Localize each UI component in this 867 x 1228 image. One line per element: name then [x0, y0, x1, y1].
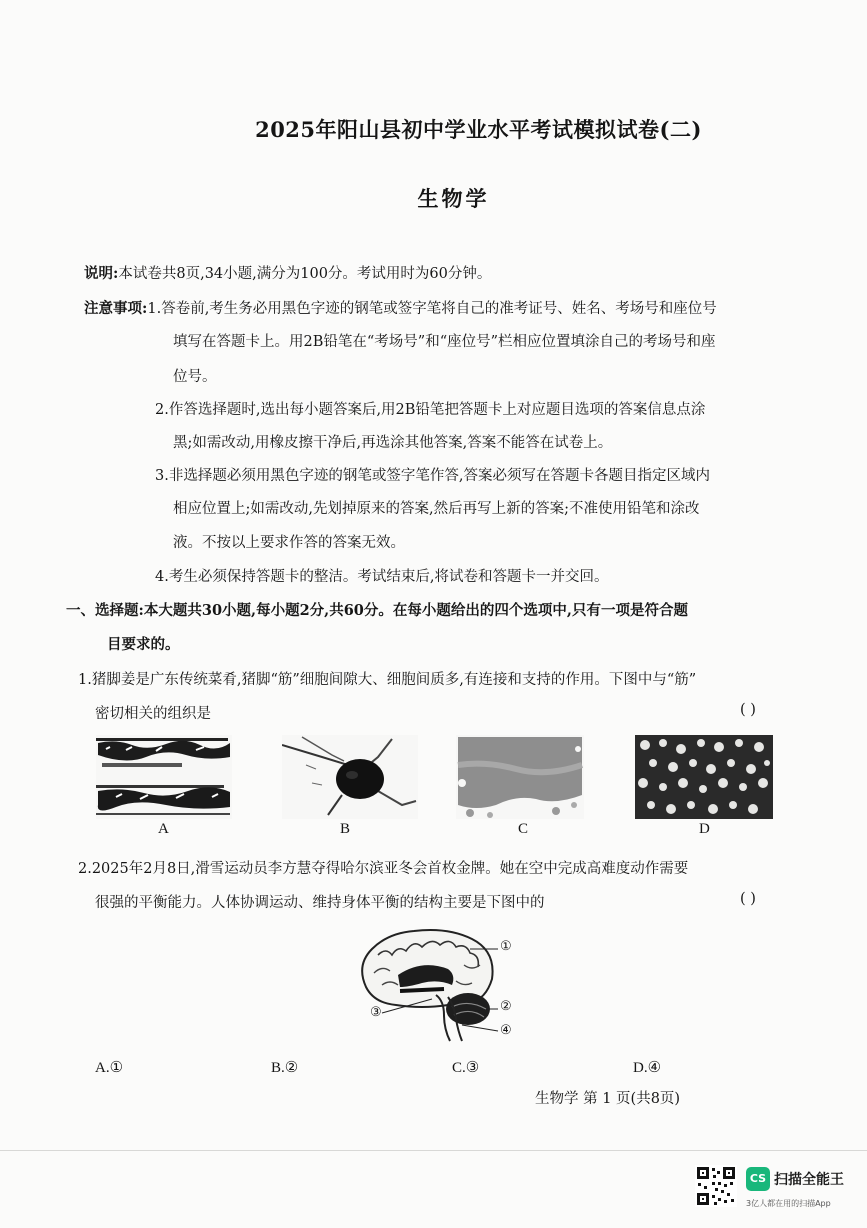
exam-note	[84, 262, 491, 283]
page-footer: 生物学 第 1 页(共8页)	[535, 1091, 681, 1107]
q1-stem-line2: 密切相关的组织是	[95, 706, 211, 722]
q2-stem-line1: 2.2025年2月8日,滑雪运动员李方慧夺得哈尔滨亚冬会首枚金牌。她在空中完成高难度动作需要	[78, 861, 689, 877]
brain-diagram	[352, 925, 532, 1045]
q1-option-a-label: A	[158, 821, 169, 837]
nerve-tissue-image	[282, 735, 418, 819]
q2-option-d: D.④	[633, 1060, 662, 1076]
q1-option-c-label: C	[518, 821, 529, 837]
exam-title: 2025年阳山县初中学业水平考试模拟试卷(二)	[255, 117, 702, 142]
attention-item2-line2: 黑;如需改动,用橡皮擦干净后,再选涂其他答案,答案不能答在试卷上。	[173, 435, 613, 451]
attention-item1-line3: 位号。	[173, 369, 217, 385]
section1-heading-line2: 目要求的。	[107, 636, 180, 653]
page-edge-divider	[0, 1150, 867, 1151]
attention-item1-line2: 填写在答题卡上。用2B铅笔在“考场号”和“座位号”栏相应位置填涂自己的考场号和座	[173, 334, 716, 350]
q2-option-b: B.②	[271, 1060, 299, 1076]
q1-option-b-label: B	[340, 821, 351, 837]
epithelial-tissue-image	[456, 735, 584, 819]
camscanner-tagline: 3亿人都在用的扫描App	[746, 1199, 831, 1208]
attention-item4-line1: 4.考生必须保持答题卡的整洁。考试结束后,将试卷和答题卡一并交回。	[155, 569, 609, 585]
section1-heading: 一、选择题:本大题共30小题,每小题2分,共60分。在每小题给出的四个选项中,只有一项是符合题	[66, 602, 688, 619]
brain-label-2: ②	[500, 999, 512, 1014]
brain-label-4: ④	[500, 1023, 512, 1038]
q2-option-a: A.①	[95, 1060, 124, 1076]
q2-stem-line2: 很强的平衡能力。人体协调运动、维持身体平衡的结构主要是下图中的	[95, 895, 545, 911]
q1-stem-line1: 1.猪脚姜是广东传统菜肴,猪脚“筋”细胞间隙大、细胞间质多,有连接和支持的作用。下图中与“筋”	[78, 672, 697, 688]
q2-option-c: C.③	[452, 1060, 480, 1076]
q1-answer-paren: ( )	[740, 702, 756, 718]
note-label: 说明:	[84, 265, 119, 282]
brain-label-3: ③	[370, 1005, 382, 1020]
note-text: 本试卷共8页,34小题,满分为100分。考试用时为60分钟。	[118, 266, 492, 282]
attention-item3-line2: 相应位置上;如需改动,先划掉原来的答案,然后再写上新的答案;不准使用铅笔和涂改	[173, 501, 700, 517]
camscanner-logo-icon: CS	[746, 1167, 770, 1191]
attention-label: 注意事项:	[84, 300, 148, 317]
attention-item3-line3: 液。不按以上要求作答的答案无效。	[173, 535, 405, 551]
attention-item2-line1: 2.作答选择题时,选出每小题答案后,用2B铅笔把答题卡上对应题目选项的答案信息点涂	[155, 402, 706, 418]
q1-option-d-label: D	[699, 821, 710, 837]
camscanner-name: 扫描全能王	[774, 1172, 844, 1188]
connective-tissue-image	[635, 735, 773, 819]
q2-answer-paren: ( )	[740, 891, 756, 907]
subject-title: 生物学	[417, 186, 490, 211]
qr-code-icon	[695, 1165, 737, 1207]
attention-item3-line1: 3.非选择题必须用黑色字迹的钢笔或签字笔作答,答案必须写在答题卡各题目指定区域内	[155, 468, 710, 484]
attention-item1-line1	[84, 297, 717, 318]
muscle-tissue-image	[96, 735, 232, 819]
item1-text: 1.答卷前,考生务必用黑色字迹的钢笔或签字笔将自己的准考证号、姓名、考场号和座位号	[147, 301, 717, 317]
brain-label-1: ①	[500, 939, 512, 954]
